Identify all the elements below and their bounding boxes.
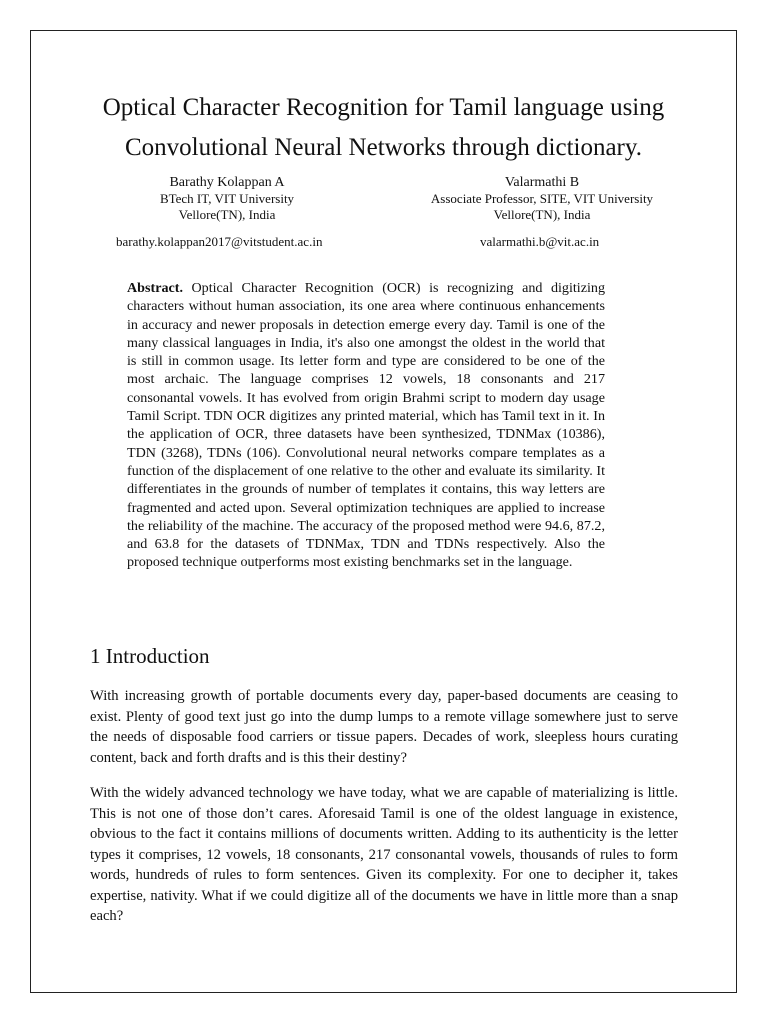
- author-name: Barathy Kolappan A: [169, 175, 285, 190]
- author-email-1: barathy.kolappan2017@vitstudent.ac.in: [116, 234, 323, 249]
- author-block-2: [412, 175, 672, 223]
- author-email-2: valarmathi.b@vit.ac.in: [480, 234, 600, 249]
- body-paragraph: With the widely advanced technology we have today, what we are capable of materializing is little. This is not one of those don’t cares. Aforesaid Tamil is one of the oldest language in existence, obvious to the fact it contains millions of documents written. Adding to its authenticity is the letter types it comprises, 12 vowels, 18 consonants, 217 consonantal vowels, thousands of rules to form words, hundreds of rules to form sentences. Given its complexity. For one to decipher it, takes expertise, nativity. What if we could digitize all of the documents we have in little more than a snap each?: [90, 785, 678, 924]
- body-paragraph: With increasing growth of portable documents every day, paper-based documents are ceasing to exist. Plenty of good text just go into the dump lumps to a remote village somewhere just to serve the needs of disposable food carriers or tissue papers. Decades of work, sleepless hours curating content, back and forth drafts and is this their destiny?: [90, 688, 678, 766]
- section-heading-introduction: 1 Introduction: [90, 644, 210, 668]
- author-location: Vellore(TN), India: [178, 207, 276, 222]
- author-affiliation: BTech IT, VIT University: [159, 191, 295, 206]
- paper-title: [30, 88, 737, 168]
- author-block-1: [112, 175, 342, 223]
- title-line: Convolutional Neural Networks through dictionary.: [124, 134, 643, 161]
- title-line: Optical Character Recognition for Tamil language using: [102, 94, 665, 121]
- abstract-text: Optical Character Recognition (OCR) is recognizing and digitizing characters without human association, its one area where continuous enhancements in accuracy and newer proposals in detection emerge every day. Tamil is one of the many classical languages in India, it's also one amongst the oldest in the world that is still in common usage. Its letter form and type are considered to be one of the most archaic. The language comprises 12 vowels, 18 consonants and 217 consonantal vowels. It has evolved from origin Brahmi script to modern day usage Tamil Script. TDN OCR digitizes any printed material, which has Tamil text in it. In the application of OCR, three datasets have been synthesized, TDNMax (10386), TDN (3268), TDNs (106). Convolutional neural networks compare templates as a function of the displacement of one relative to the other and evaluate its similarity. It differentiates in the grounds of number of templates it contains, this way letters are fragmented and acted upon. Several optimization techniques are applied to increase the reliability of the machine. The accuracy of the proposed method were 94.6, 87.2, and 63.8 for the datasets of TDNMax, TDN and TDNs respectively. Also the proposed technique outperforms most existing benchmarks set in the language.: [127, 280, 605, 571]
- author-name: Valarmathi B: [504, 175, 580, 190]
- author-location: Vellore(TN), India: [493, 207, 591, 222]
- author-affiliation: Associate Professor, SITE, VIT University: [430, 191, 654, 206]
- abstract: [127, 279, 605, 572]
- abstract-label: Abstract.: [127, 280, 192, 296]
